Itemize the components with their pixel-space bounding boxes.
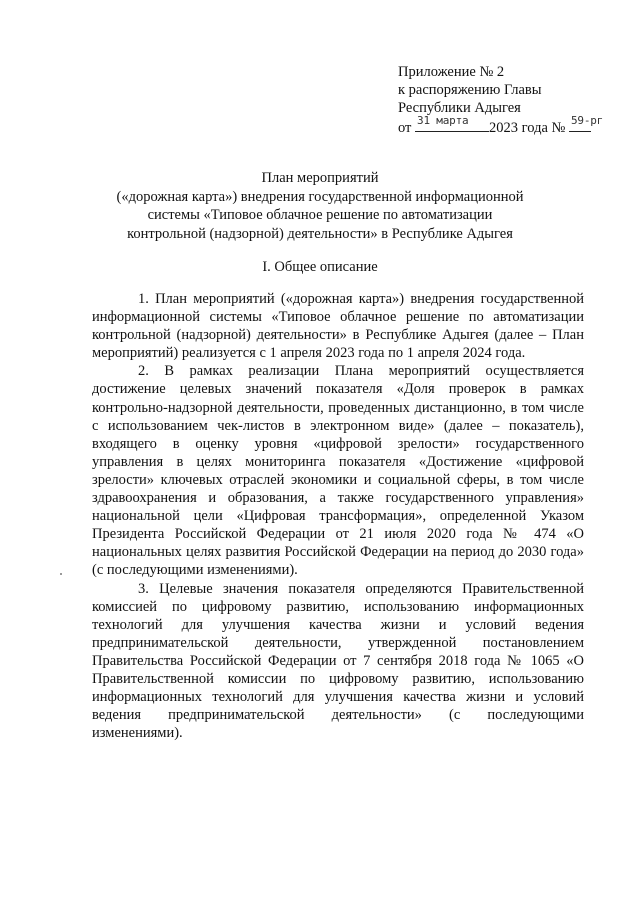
appendix-head: Главы: [503, 82, 542, 98]
appendix-order: распоряжению: [408, 82, 501, 98]
number-blank: [569, 114, 604, 132]
handwritten-number: 59-рг: [570, 114, 604, 127]
paragraph-3: 3. Целевые значения показателя определяются Правительственной комиссией по цифровому развитию, использованию информационных технологий для улучшения качества жизни и условий ведения предпринимательской деятельности, утвержденной постановлением Правительства Российской Федерации от 7 сентября 2018 года № 1065 «О Правительственной комиссии по цифровому развитию, использованию информационных технологий для улучшения качества жизни и условий ведения предпринимательской деятельности» (с последующими изменениями).: [92, 580, 584, 742]
appendix-k: к: [398, 82, 406, 98]
title-line-1: План мероприятий: [261, 170, 379, 186]
appendix-republic: Республики: [398, 100, 471, 116]
paragraph-2: 2. В рамках реализации Плана мероприятий осуществляется достижение целевых значений показателя «Доля проверок в рамках контрольно-надзорной деятельности, проведенных дистанционно, в том числе с использованием чек-листов в электронном виде» (далее – показатель), входящего в оценку уровня «цифровой зрелости» государственного управления в целях мониторинга показателя «Достижение «цифровой зрелости» ключевых отраслей экономики и социальной сферы, в том числе здравоохранения и образования, а также государственного управления» национальной цели «Цифровая трансформация», определенной Указом Президента Российской Федерации от 21 июля 2020 года № 474 «О национальных целях развития Российской Федерации на период до 2030 года» (с последующими изменениями).: [92, 363, 584, 579]
scan-speck: [60, 573, 62, 575]
appendix-order-line: [398, 81, 582, 99]
paragraph-1: 1. План мероприятий («дорожная карта») внедрения государственной информационной системы «Типовое облачное решение по автоматизации контрольной (надзорной) деятельности» в Республике Адыгея (далее – План мероприятий) реализуется с 1 апреля 2023 года по 1 апреля 2024 года.: [92, 291, 584, 362]
date-prefix: от: [398, 120, 412, 136]
appendix-number: Приложение № 2: [398, 64, 505, 80]
title-line-2: («дорожная карта») внедрения государственной информационной: [116, 188, 524, 205]
document-body: [92, 290, 584, 742]
title-line-4: контрольной (надзорной) деятельности» в Республике Адыгея: [127, 225, 513, 242]
appendix-adygea: Адыгея: [474, 100, 521, 116]
date-suffix: 2023 года №: [489, 120, 566, 136]
document-title: [96, 169, 544, 243]
appendix-header: [398, 63, 604, 137]
date-blank: [415, 114, 489, 132]
section-heading: I. Общее описание: [262, 259, 378, 275]
appendix-date-line: [398, 114, 604, 137]
handwritten-date: 31 марта: [417, 114, 469, 127]
title-line-3: системы «Типовое облачное решение по автоматизации: [147, 207, 493, 223]
